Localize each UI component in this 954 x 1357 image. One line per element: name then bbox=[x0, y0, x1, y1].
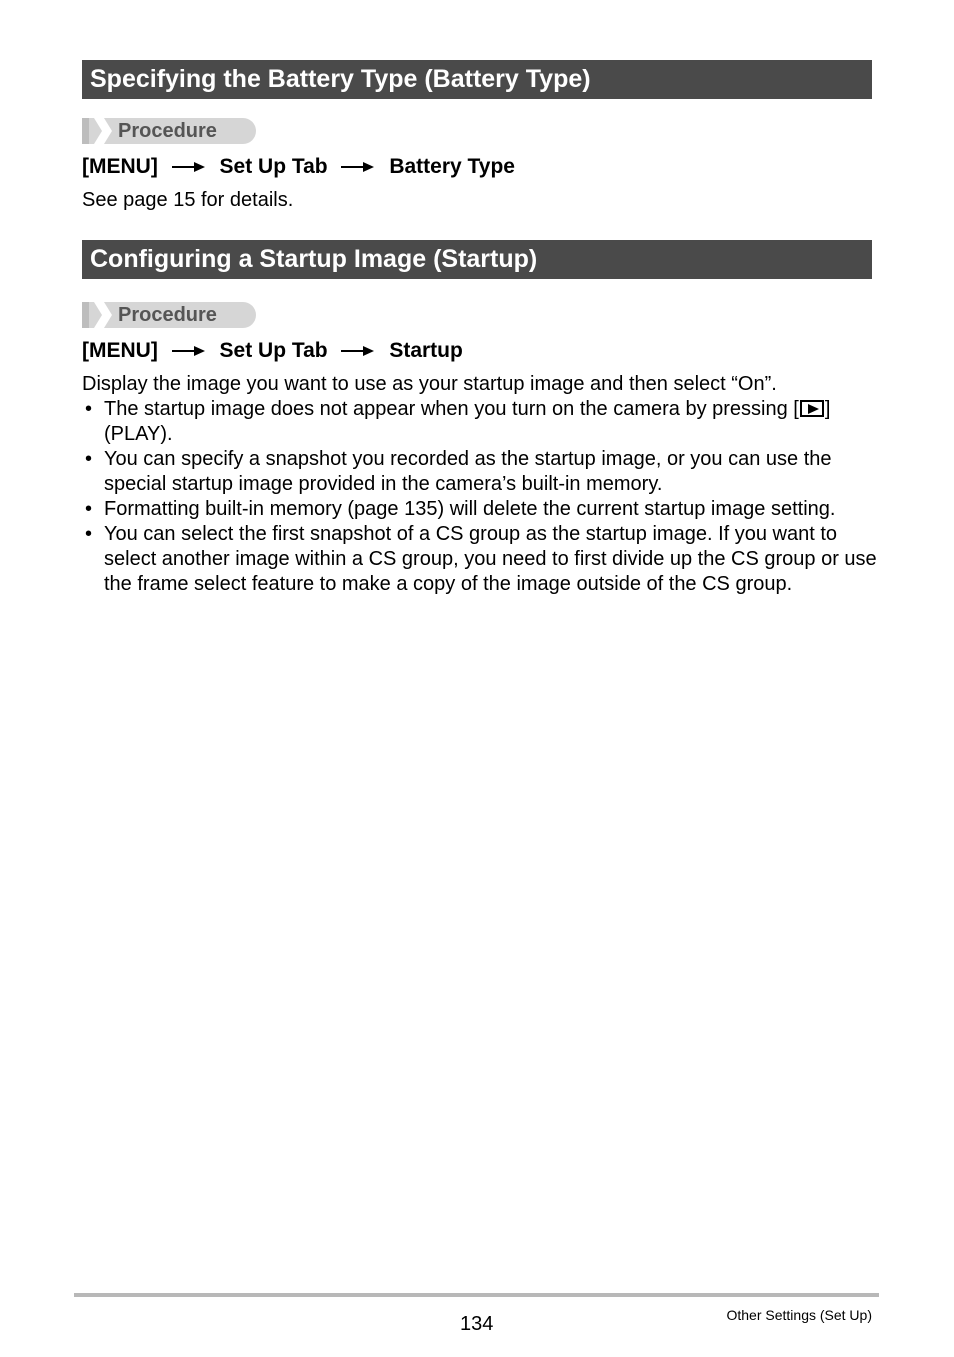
footer-divider bbox=[74, 1293, 879, 1297]
list-item: • You can select the first snapshot of a CS group as the startup image. If you want to select another image within a CS group, you need to first divide up the CS group or use the frame select feature to make a copy of the image outside of the CS group. bbox=[85, 523, 877, 595]
bullet-icon: • bbox=[85, 523, 93, 545]
startup-description: Display the image you want to use as your startup image and then select “On”. bbox=[82, 373, 777, 395]
page-number: 134 bbox=[460, 1313, 494, 1335]
procedure-text: Procedure bbox=[118, 304, 217, 326]
path-step-menu: [MENU] bbox=[82, 155, 158, 178]
arrow-right-icon bbox=[341, 161, 375, 173]
path-step-menu: [MENU] bbox=[82, 339, 158, 362]
procedure-text: Procedure bbox=[118, 120, 217, 142]
section-title-startup: Configuring a Startup Image (Startup) bbox=[82, 240, 872, 279]
list-item: • The startup image does not appear when you turn on the camera by pressing [ ] (PLAY). bbox=[85, 398, 831, 445]
arrow-right-icon bbox=[172, 345, 206, 357]
path-step-setup-tab: Set Up Tab bbox=[219, 339, 328, 362]
bullet-icon: • bbox=[85, 498, 93, 520]
path-step-startup: Startup bbox=[389, 339, 463, 362]
list-item: • You can specify a snapshot you recorded as the startup image, or you can use the special startup image provided in the camera’s built-in memory. bbox=[85, 448, 832, 495]
path-step-battery-type: Battery Type bbox=[389, 155, 515, 178]
menu-path-startup bbox=[82, 338, 463, 364]
section-title-battery-type: Specifying the Battery Type (Battery Type) bbox=[82, 60, 872, 99]
procedure-label-1 bbox=[82, 118, 256, 144]
procedure-label-2 bbox=[82, 302, 256, 328]
list-item: • Formatting built-in memory (page 135) will delete the current startup image setting. bbox=[85, 498, 836, 520]
footer-chapter-title: Other Settings (Set Up) bbox=[726, 1307, 872, 1323]
bullet-icon: • bbox=[85, 398, 93, 420]
play-icon bbox=[800, 400, 824, 417]
startup-notes-list bbox=[82, 397, 882, 597]
arrow-right-icon bbox=[341, 345, 375, 357]
battery-type-description: See page 15 for details. bbox=[82, 189, 294, 211]
bullet-icon: • bbox=[85, 448, 93, 470]
menu-path-battery-type bbox=[82, 154, 515, 180]
arrow-right-icon bbox=[172, 161, 206, 173]
path-step-setup-tab: Set Up Tab bbox=[219, 155, 328, 178]
